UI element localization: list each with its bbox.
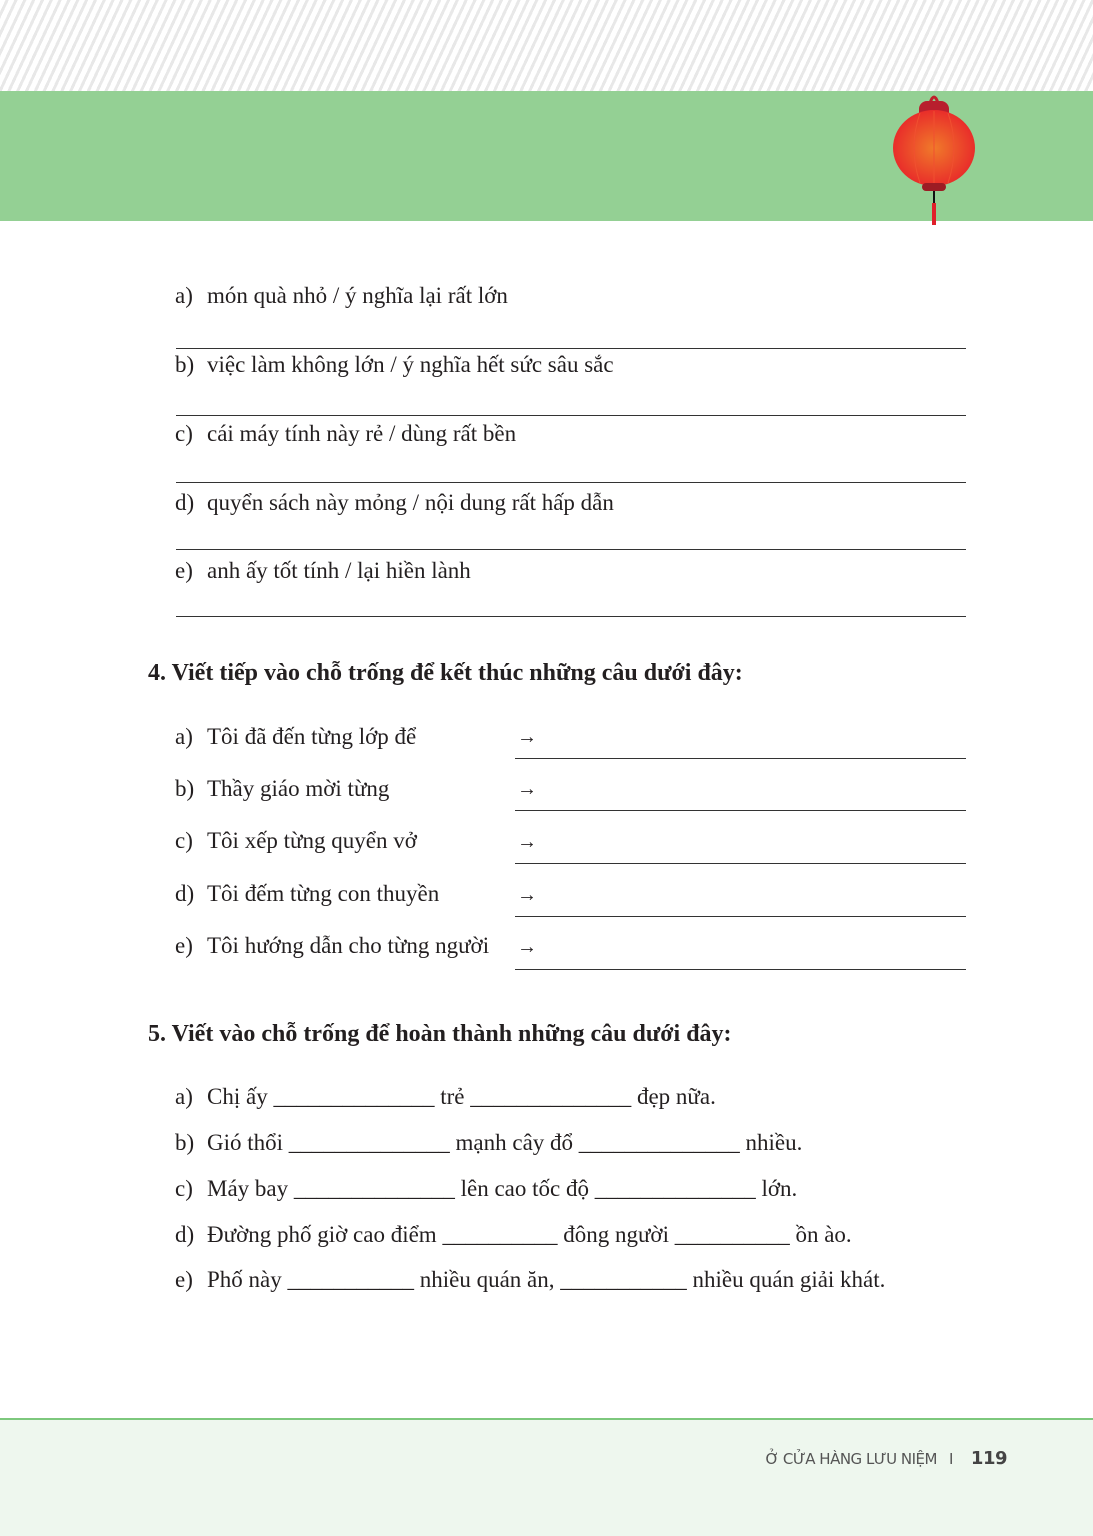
answer-line xyxy=(176,549,966,550)
list-item xyxy=(175,1130,802,1156)
item-text: Tôi hướng dẫn cho từng người xyxy=(207,933,490,958)
page-footer xyxy=(0,1418,1093,1536)
item-label: e) xyxy=(175,933,193,958)
list-item xyxy=(175,881,439,907)
arrow-icon: → xyxy=(517,778,537,800)
answer-line[interactable] xyxy=(515,863,966,864)
item-label: d) xyxy=(175,490,195,515)
item-text: Chị ấy ______________ trẻ ______________ đẹp nữa. xyxy=(207,1084,716,1109)
arrow-icon: → xyxy=(517,936,537,958)
item-text: Thầy giáo mời từng xyxy=(207,776,390,801)
arrow-icon: → xyxy=(517,726,537,748)
list-item xyxy=(175,558,471,584)
footer-separator: I xyxy=(948,1450,953,1468)
item-label: c) xyxy=(175,828,193,853)
item-label: b) xyxy=(175,776,195,801)
item-label: b) xyxy=(175,1130,195,1155)
list-item xyxy=(175,352,614,378)
item-text: Tôi đếm từng con thuyền xyxy=(207,881,440,906)
item-text: Máy bay ______________ lên cao tốc độ ______________ lớn. xyxy=(207,1176,798,1201)
item-text: Gió thổi ______________ mạnh cây đổ ______________ nhiều. xyxy=(207,1130,803,1155)
item-label: a) xyxy=(175,1084,193,1109)
striped-header xyxy=(0,0,1093,91)
item-text: việc làm không lớn / ý nghĩa hết sức sâu sắc xyxy=(207,352,614,377)
item-text: cái máy tính này rẻ / dùng rất bền xyxy=(207,421,517,446)
page-number: 119 xyxy=(970,1448,1007,1469)
answer-line[interactable] xyxy=(515,969,966,970)
item-label: e) xyxy=(175,1267,193,1292)
red-lantern-icon xyxy=(890,91,978,227)
item-label: a) xyxy=(175,283,193,308)
item-label: e) xyxy=(175,558,193,583)
answer-line xyxy=(176,348,966,349)
list-item xyxy=(175,490,614,516)
list-item xyxy=(175,1222,852,1248)
item-label: b) xyxy=(175,352,195,377)
section-heading: 4. Viết tiếp vào chỗ trống để kết thúc những câu dưới đây: xyxy=(148,660,743,686)
item-text: Đường phố giờ cao điểm __________ đông người __________ ồn ào. xyxy=(207,1222,852,1247)
section-heading: 5. Viết vào chỗ trống để hoàn thành những câu dưới đây: xyxy=(148,1021,732,1047)
answer-line xyxy=(176,616,966,617)
item-label: c) xyxy=(175,421,193,446)
answer-line[interactable] xyxy=(515,758,966,759)
arrow-icon: → xyxy=(517,831,537,853)
item-text: Tôi đã đến từng lớp để xyxy=(207,724,417,749)
item-label: c) xyxy=(175,1176,193,1201)
item-text: quyển sách này mỏng / nội dung rất hấp dẫn xyxy=(207,490,614,515)
list-item xyxy=(175,933,489,959)
item-label: d) xyxy=(175,1222,195,1247)
answer-line[interactable] xyxy=(515,916,966,917)
list-item xyxy=(175,724,416,750)
list-item xyxy=(175,776,389,802)
answer-line[interactable] xyxy=(515,810,966,811)
item-text: anh ấy tốt tính / lại hiền lành xyxy=(207,558,471,583)
item-text: món quà nhỏ / ý nghĩa lại rất lớn xyxy=(207,283,508,308)
chapter-title: Ở CỬA HÀNG LƯU NIỆM xyxy=(765,1450,937,1468)
arrow-icon: → xyxy=(517,884,537,906)
list-item xyxy=(175,1084,716,1110)
answer-line xyxy=(176,482,966,483)
list-item xyxy=(175,1176,797,1202)
item-text: Phố này ___________ nhiều quán ăn, ___________ nhiều quán giải khát. xyxy=(207,1267,886,1292)
list-item xyxy=(175,1267,885,1293)
list-item xyxy=(175,828,417,854)
item-label: d) xyxy=(175,881,195,906)
footer-text xyxy=(765,1448,1007,1469)
item-label: a) xyxy=(175,724,193,749)
list-item xyxy=(175,421,516,447)
item-text: Tôi xếp từng quyển vở xyxy=(207,828,417,853)
list-item xyxy=(175,283,508,309)
answer-line xyxy=(176,415,966,416)
